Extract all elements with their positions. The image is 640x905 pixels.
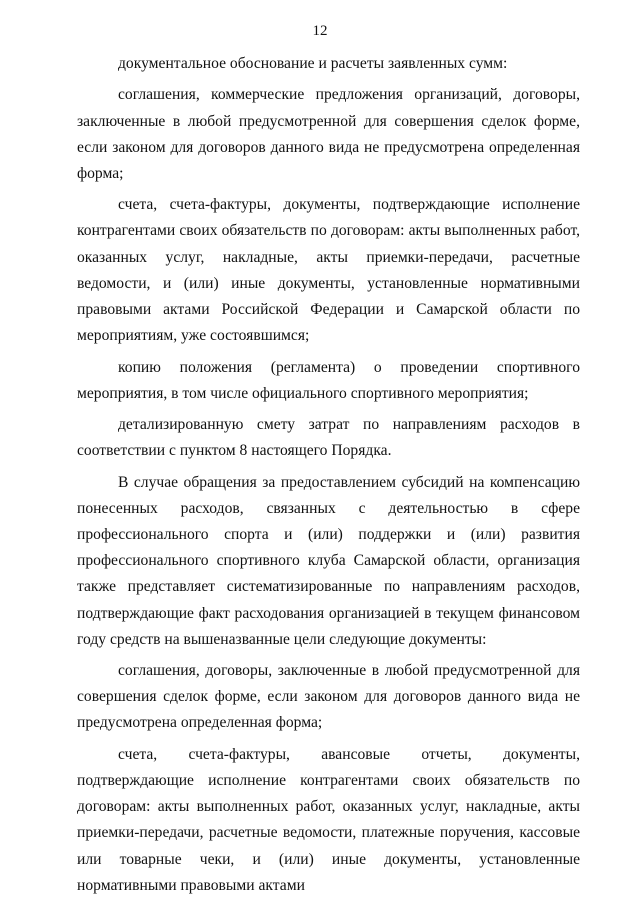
paragraph: счета, счета-фактуры, авансовые отчеты, документы, подтверждающие исполнение контрагентами своих обязательств по договорам: акты выполненных работ, оказанных услуг, накладные, акты приемки-передачи, расчетные ведомости, платежные поручения, кассовые или товарные чеки, и (или) иные документы, установленные нормативными правовыми актами [77,745,580,894]
paragraph: В случае обращения за предоставлением субсидий на компенсацию понесенных расходов, связанных с деятельностью в сфере профессионального спорта и (или) поддержки и (или) развития профессионального спортивного клуба Самарской области, организация также представляет систематизированные по направлениям расходов, подтверждающие факт расходования организацией в текущем финансовом году средств на вышеназванные цели следующие документы: [77,473,580,648]
document-body [77,51,580,899]
paragraph: соглашения, договоры, заключенные в любой предусмотренной для совершения сделок форме, если законом для договоров данного вида не предусмотрена определенная форма; [77,662,580,732]
paragraph: документальное обоснование и расчеты заявленных сумм: [118,55,508,72]
page-number: 12 [312,23,328,39]
paragraph: детализированную смету затрат по направлениям расходов в соответствии с пунктом 8 настоящего Порядка. [77,416,580,460]
paragraph: копию положения (регламента) о проведении спортивного мероприятия, в том числе официального спортивного мероприятия; [77,358,580,402]
paragraph: соглашения, коммерческие предложения организаций, договоры, заключенные в любой предусмотренной для совершения сделок форме, если законом для договоров данного вида не предусмотрена определенная форма; [77,86,580,182]
paragraph: счета, счета-фактуры, документы, подтверждающие исполнение контрагентами своих обязательств по договорам: акты выполненных работ, оказанных услуг, накладные, акты приемки-передачи, расчетные ведомости, и (или) иные документы, установленные нормативными правовыми актами Российской Федерации и Самарской области по мероприятиям, уже состоявшимся; [77,196,580,345]
